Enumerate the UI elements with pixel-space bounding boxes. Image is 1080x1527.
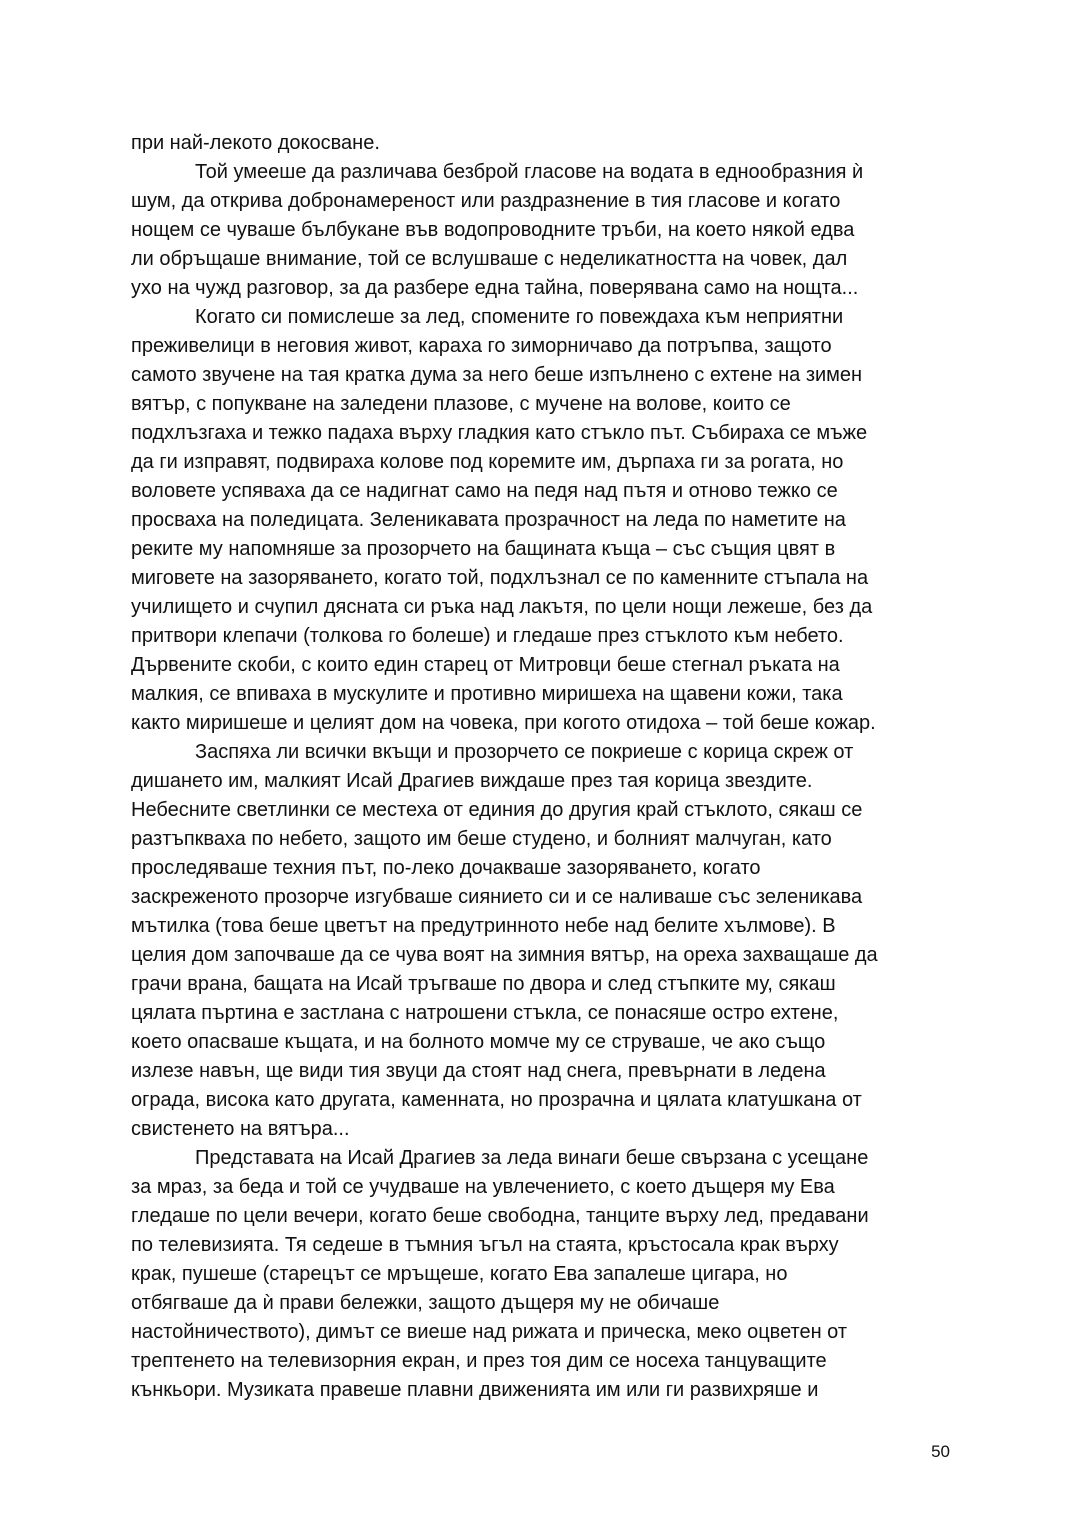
text-line: трептенето на телевизорния екран, и през тоя дим се носеха танцуващите — [131, 1350, 827, 1372]
paragraph-continuation — [131, 129, 961, 158]
text-line: при най-лекото докосване. — [131, 132, 380, 154]
paragraph — [131, 738, 961, 1144]
paragraph — [131, 303, 961, 738]
text-line: Когато си помислеше за лед, спомените го повеждаха към неприятни — [195, 306, 844, 328]
text-line: крак, пушеше (старецът се мръщеше, когато Ева запалеше цигара, но — [131, 1263, 788, 1285]
text-line: Той умееше да различава безброй гласове на водата в еднообразния ѝ — [195, 161, 864, 183]
text-line: Заспяха ли всички вкъщи и прозорчето се покриеше с корица скреж от — [195, 741, 854, 763]
text-line: кънкьори. Музиката правеше плавни движенията им или ги развихряше и — [131, 1379, 819, 1401]
text-line: вятър, с попукване на заледени плазове, с мучене на волове, които се — [131, 393, 791, 415]
text-line: шум, да открива добронамереност или раздразнение в тия гласове и когато — [131, 190, 841, 212]
text-line: както миришеше и целият дом на човека, при когото отидоха – той беше кожар. — [131, 712, 876, 734]
text-line: преживелици в неговия живот, караха го зиморничаво да потръпва, защото — [131, 335, 832, 357]
text-line: самото звучене на тая кратка дума за него беше изпълнено с ехтене на зимен — [131, 364, 863, 386]
text-line: гледаше по цели вечери, когато беше свободна, танците върху лед, предавани — [131, 1205, 869, 1227]
text-line: ограда, висока като другата, каменната, но прозрачна и цялата клатушкана от — [131, 1089, 862, 1111]
text-line: училището и счупил дясната си ръка над лакътя, по цели нощи лежеше, без да — [131, 596, 873, 618]
text-line: излезе навън, ще види тия звуци да стоят над снега, превърнати в ледена — [131, 1060, 826, 1082]
text-line: притвори клепачи (толкова го болеше) и гледаше през стъклото към небето. — [131, 625, 844, 647]
text-line: просваха на поледицата. Зеленикавата прозрачност на леда по наметите на — [131, 509, 846, 531]
text-line: Небесните светлинки се местеха от единия до другия край стъклото, сякаш се — [131, 799, 863, 821]
text-line: подхлъзгаха и тежко падаха върху гладкия като стъкло път. Събираха се мъже — [131, 422, 868, 444]
text-line: настойничеството), димът се виеше над рижата и прическа, меко оцветен от — [131, 1321, 848, 1343]
text-line: за мраз, за беда и той се учудваше на увлечението, с което дъщеря му Ева — [131, 1176, 835, 1198]
text-line: Дървените скоби, с които един старец от Митровци беше стегнал ръката на — [131, 654, 840, 676]
text-line: по телевизията. Тя седеше в тъмния ъгъл на стаята, кръстосала крак върху — [131, 1234, 839, 1256]
page-body — [131, 129, 961, 1405]
paragraph — [131, 1144, 961, 1405]
text-line: грачи врана, бащата на Исай тръгваше по двора и след стъпките му, сякаш — [131, 973, 836, 995]
paragraph — [131, 158, 961, 303]
text-line: воловете успяваха да се надигнат само на педя над пътя и отново тежко се — [131, 480, 838, 502]
text-line: дишането им, малкият Исай Драгиев виждаше през тая корица звездите. — [131, 770, 813, 792]
text-line: разтъпкваха по небето, защото им беше студено, и болният малчуган, като — [131, 828, 832, 850]
text-line: ли обръщаше внимание, той се вслушваше с неделикатността на човек, дал — [131, 248, 848, 270]
text-line: Представата на Исай Драгиев за леда винаги беше свързана с усещане — [195, 1147, 869, 1169]
page-number: 50 — [931, 1442, 950, 1461]
text-line: да ги изправят, подвираха колове под коремите им, дърпаха ги за рогата, но — [131, 451, 844, 473]
text-line: реките му напомняше за прозорчето на бащината къща – със същия цвят в — [131, 538, 836, 560]
text-line: мътилка (това беше цветът на предутринното небе над белите хълмове). В — [131, 915, 836, 937]
text-line: целия дом започваше да се чува воят на зимния вятър, на ореха захващаше да — [131, 944, 878, 966]
text-line: нощем се чуваше бълбукане във водопроводните тръби, на което някой едва — [131, 219, 855, 241]
text-line: отбягваше да ѝ прави бележки, защото дъщеря му не обичаше — [131, 1292, 720, 1314]
text-line: проследяваше техния път, по-леко дочакваше зазоряването, когато — [131, 857, 761, 879]
text-line: заскреженото прозорче изгубваше сиянието си и се наливаше със зеленикава — [131, 886, 863, 908]
text-line: цялата пъртина е застлана с натрошени стъкла, се понасяше остро ехтене, — [131, 1002, 839, 1024]
text-line: което опасваше къщата, и на болното момче му се струваше, че ако също — [131, 1031, 826, 1053]
text-line: миговете на зазоряването, когато той, подхлъзнал се по каменните стъпала на — [131, 567, 869, 589]
text-line: ухо на чужд разговор, за да разбере една тайна, поверявана само на нощта... — [131, 277, 859, 299]
text-line: малкия, се впиваха в мускулите и противно миришеха на щавени кожи, така — [131, 683, 843, 705]
text-line: свистенето на вятъра... — [131, 1118, 350, 1140]
